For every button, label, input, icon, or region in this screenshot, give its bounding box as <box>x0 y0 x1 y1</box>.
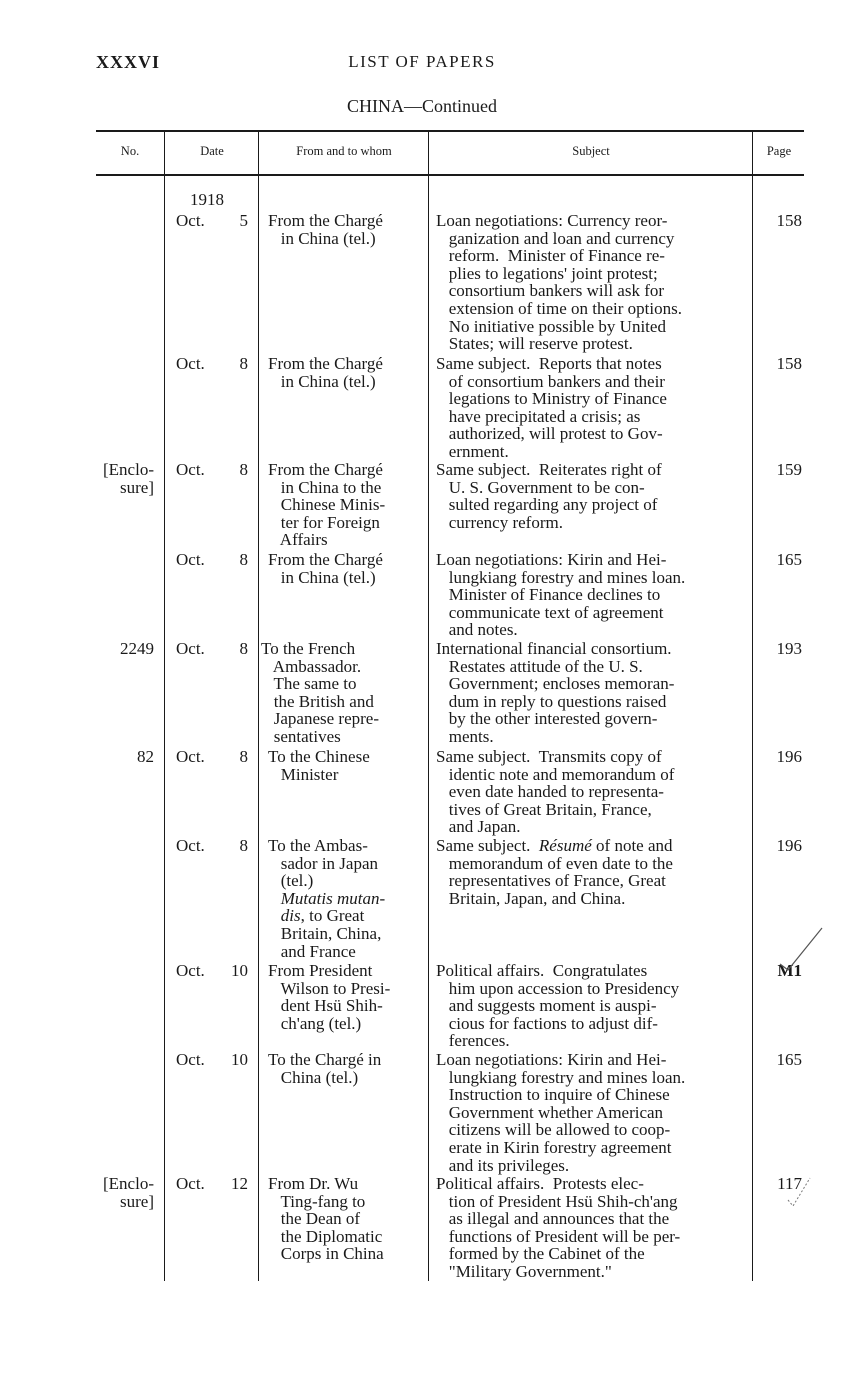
date-month: Oct. <box>176 639 205 658</box>
from-to: From the Chargé in China (tel.) <box>268 354 383 391</box>
date-day: 10 <box>231 1050 248 1069</box>
from-to: To the Chargé in China (tel.) <box>268 1050 382 1087</box>
subject: Political affairs. Protests elec- tion of President Hsü Shih-ch'ang as illegal and announces that the functions of President will be per- formed by the Cabinet of the "Military Government." <box>436 1174 681 1281</box>
page-ref: M1 <box>777 961 802 980</box>
subject: Same subject. Transmits copy of identic note and memorandum of even date handed to representa- tives of Great Britain, France, and Japan. <box>436 747 675 837</box>
date-month: Oct. <box>176 747 205 766</box>
date-month: Oct. <box>176 354 205 373</box>
section-title: CHINA—Continued <box>347 96 497 116</box>
table-top-rule <box>96 130 804 132</box>
column-header-page: Page <box>766 144 792 158</box>
date-day: 8 <box>239 550 248 569</box>
from-to: From the Chargé in China (tel.) <box>268 550 383 587</box>
subject: Same subject. Reiterates right of U. S. Government to be con- sulted regarding any project of currency reform. <box>436 460 662 532</box>
date-month: Oct. <box>176 460 205 479</box>
date-month: Oct. <box>176 836 205 855</box>
pencil-check-mark <box>784 1176 814 1210</box>
from-to: From Dr. Wu Ting-fang to the Dean of the Diplomatic Corps in China <box>268 1174 384 1264</box>
date-day: 8 <box>239 460 248 479</box>
table-header-rule <box>96 174 804 176</box>
pencil-check-mark <box>772 924 832 974</box>
date-day: 12 <box>231 1174 248 1193</box>
column-divider <box>258 131 259 1281</box>
column-divider <box>752 131 753 1281</box>
running-head <box>0 52 844 78</box>
column-header-subject: Subject <box>572 144 610 158</box>
subject: International financial consortium. Restates attitude of the U. S. Government; encloses memoran- dum in reply to questions raised by the other interested govern- ments. <box>436 639 675 746</box>
subject: Political affairs. Congratulates him upon accession to Presidency and suggests moment is auspi- cious for factions to adjust dif- ferences. <box>436 961 680 1051</box>
subject: Same subject. Résumé of note and memorandum of even date to the representatives of France, Great Britain, Japan, and China. <box>436 836 673 908</box>
doc-number: [Enclo- sure] <box>103 1174 154 1211</box>
column-header-no: No. <box>120 144 140 158</box>
year-label: 1918 <box>190 190 224 209</box>
page-ref: 117 <box>777 1174 802 1193</box>
date-day: 8 <box>239 836 248 855</box>
date-day: 5 <box>239 211 248 230</box>
subject: Loan negotiations: Kirin and Hei- lungkiang forestry and mines loan. Minister of Finance declines to communicate text of agreement and notes. <box>436 550 686 640</box>
date-day: 10 <box>231 961 248 980</box>
doc-number: [Enclo- sure] <box>103 460 154 497</box>
date-month: Oct. <box>176 211 205 230</box>
date-month: Oct. <box>176 550 205 569</box>
page-ref: 158 <box>776 211 802 230</box>
date-month: Oct. <box>176 1050 205 1069</box>
from-to: From the Chargé in China (tel.) <box>268 211 383 248</box>
page-heading: LIST OF PAPERS <box>348 52 496 71</box>
column-header-from: From and to whom <box>296 144 392 158</box>
date-day: 8 <box>239 354 248 373</box>
from-to: To the Ambas- sador in Japan (tel.) Mutatis mutan- dis, to Great Britain, China, and France <box>268 836 386 961</box>
from-to: From the Chargé in China to the Chinese Minis- ter for Foreign Affairs <box>268 460 386 550</box>
page-ref: 165 <box>776 550 802 569</box>
page-ref: 193 <box>776 639 802 658</box>
date-day: 8 <box>239 747 248 766</box>
column-header-date: Date <box>200 144 224 158</box>
page-ref: 196 <box>776 836 802 855</box>
column-divider <box>164 131 165 1281</box>
doc-number: 82 <box>137 747 154 766</box>
doc-number: 2249 <box>120 639 154 658</box>
from-to: From President Wilson to Presi- dent Hsü Shih- ch'ang (tel.) <box>268 961 391 1033</box>
page-number: XXXVI <box>96 52 161 72</box>
page-ref: 196 <box>776 747 802 766</box>
subject: Loan negotiations: Currency reor- ganization and loan and currency reform. Minister of Finance re- plies to legations' joint protest; consortium bankers will ask for extension of time on their options. No initiative possible by United States; will reserve protest. <box>436 211 682 354</box>
page-ref: 159 <box>776 460 802 479</box>
page-ref: 158 <box>776 354 802 373</box>
from-to: To the French Ambassador. The same to the British and Japanese repre- sentatives <box>261 639 379 746</box>
date-month: Oct. <box>176 961 205 980</box>
date-day: 8 <box>239 639 248 658</box>
subject: Loan negotiations: Kirin and Hei- lungkiang forestry and mines loan. Instruction to inquire of Chinese Government whether American citizens will be allowed to coop- erate in Kirin forestry agreement and its privileges. <box>436 1050 686 1175</box>
from-to: To the Chinese Minister <box>268 747 370 784</box>
date-month: Oct. <box>176 1174 205 1193</box>
subject: Same subject. Reports that notes of consortium bankers and their legations to Ministry of Finance have precipitated a crisis; as authorized, will protest to Gov- ernment. <box>436 354 667 461</box>
column-divider <box>428 131 429 1281</box>
page-ref: 165 <box>776 1050 802 1069</box>
